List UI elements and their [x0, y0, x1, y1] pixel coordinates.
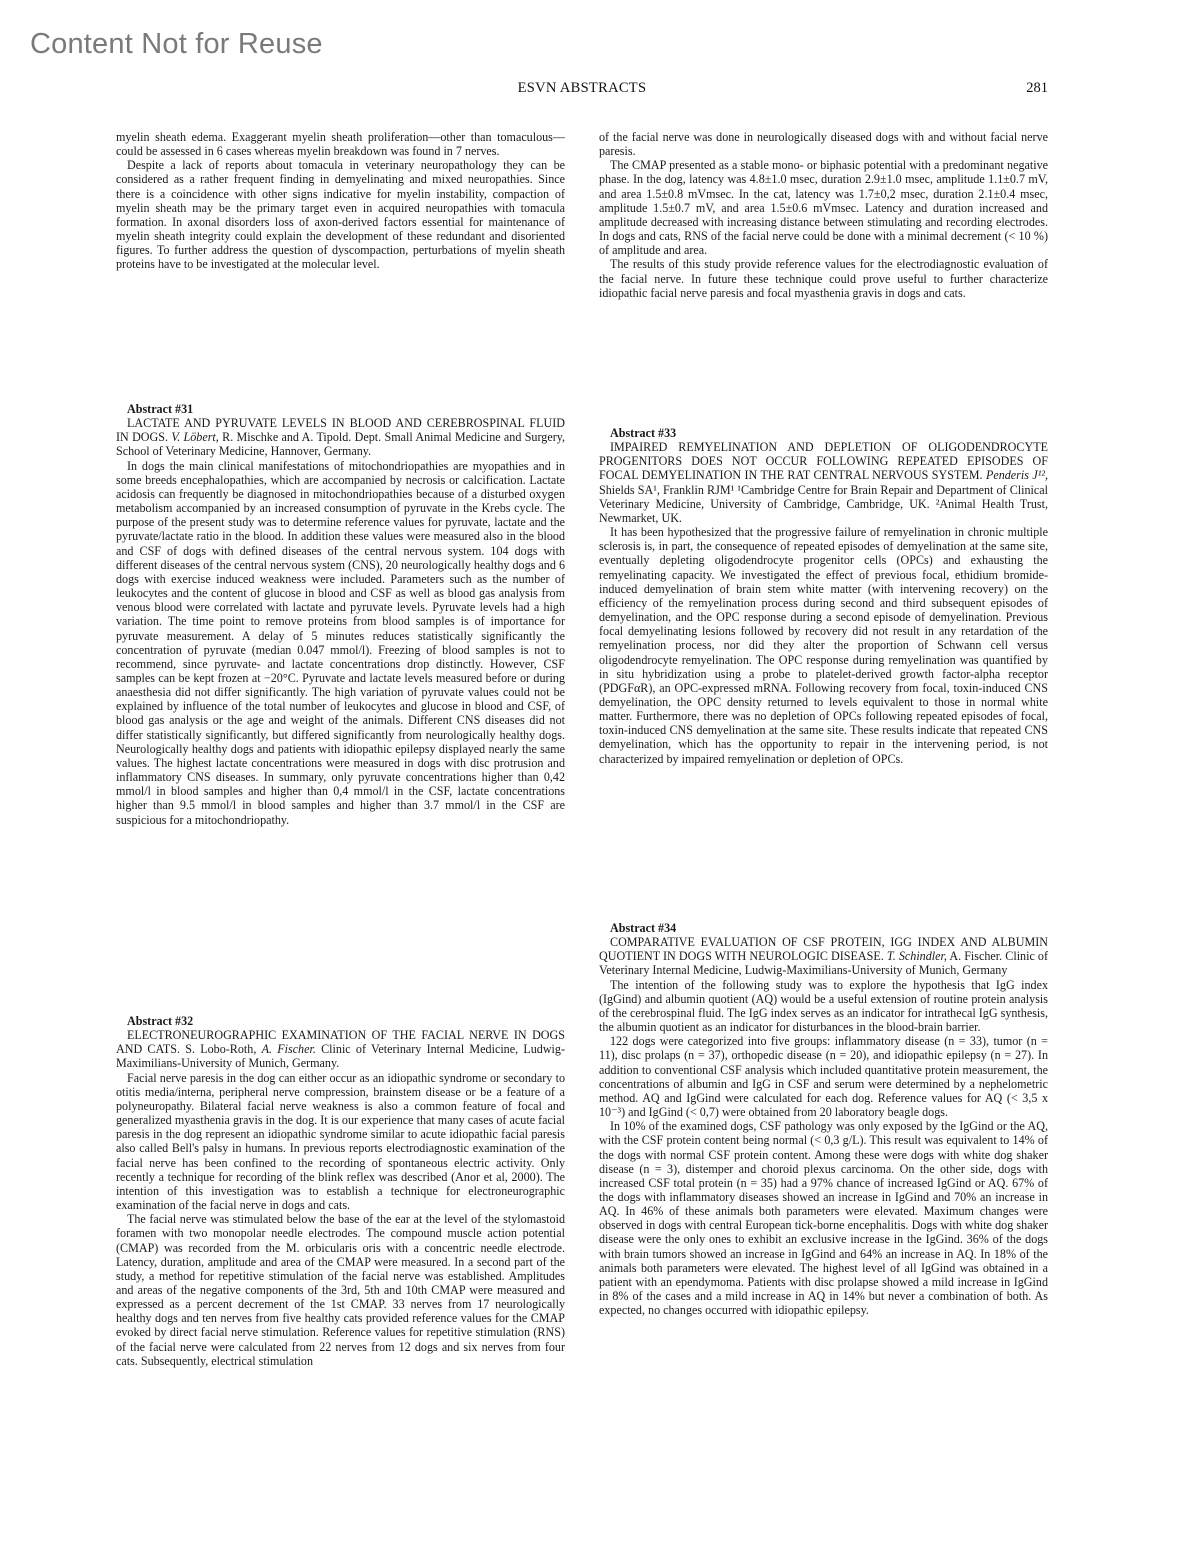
left-continuation — [116, 130, 565, 272]
title-text: ELECTRONEUROGRAPHIC EXAMINATION OF THE FACIAL NERVE IN DOGS AND CATS. — [116, 1028, 565, 1057]
abstract-title — [116, 1028, 565, 1070]
authors-affiliation: R. Mischke and A. Tipold. Dept. Small Animal Medicine and Surgery, School of Veterinary Medicine, Hannover, Germany. — [116, 430, 566, 459]
authors-affiliation: Shields SA¹, Franklin RJM¹ ¹Cambridge Centre for Brain Repair and Department of Clinical Veterinary Medicine, University of Cambridge, Cambridge, UK. ²Animal Health Trust, Newmarket, UK. — [599, 482, 1048, 525]
abstract-title — [116, 416, 565, 458]
authors-affiliation: A. Fischer. Clinic of Veterinary Internal Medicine, Ludwig-Maximilians-University of Munich, Germany — [599, 949, 1048, 978]
paragraph: Despite a lack of reports about tomacula in veterinary neuropathology they can be considered as a rather frequent finding in demyelinating and mixed neuropathies. Since there is a coincidence with other signs indicative for myelin instability, compaction of myelin sheath may be the primary target even in acquired neuropathies with tomacula formation. In axonal disorders loss of axon-derived factors essential for maintenance of myelin sheath integrity could explain the development of these redundant and disoriented figures. To further address the question of dyscompaction, perturbations of myelin sheath proteins have to be investigated at the molecular level. — [116, 158, 565, 272]
paragraph: In 10% of the examined dogs, CSF pathology was only exposed by the IgGind or the AQ, with the CSF protein content being normal (< 0,3 g/L). This result was equivalent to 14% of the dogs with normal CSF protein content. Among these were dogs with white dog shaker disease (n = 3), distemper and choroid plexus carcinoma. On the other side, dogs with increased CSF total protein (n = 35) had a 97% chance of increased IgGind or AQ. 67% of the dogs with inflammatory diseases showed an increase in IgGind and 70% an increase in AQ. In 46% of these animals both parameters were elevated. Maximum changes were observed in dogs with central European tick-borne encephalitis. Dogs with white dog shaker disease were the only ones to exhibit an exclusive increase in the IgGind. 36% of the dogs with brain tumors showed an increase in IgGind and 64% an increase in AQ. In 18% of the animals both parameters were elevated. The highest level of all IgGind was obtained in a patient with an ependymoma. Patients with disc prolapse showed a mild increase in IgGind in 8% of the cases and a mild increase in AQ in 14% but never a combination of both. As expected, no changes occurred with idiopathic epilepsy. — [599, 1119, 1048, 1318]
paragraph: of the facial nerve was done in neurologically diseased dogs with and without facial nerve paresis. — [599, 130, 1048, 159]
page-number: 281 — [1026, 80, 1048, 96]
presenting-author: T. Schindler, — [886, 949, 947, 964]
paragraph: The results of this study provide reference values for the electrodiagnostic evaluation of the facial nerve. In future these technique could prove useful to further characterize idiopathic facial nerve paresis and focal myasthenia gravis in dogs and cats. — [599, 257, 1048, 300]
paragraph: The CMAP presented as a stable mono- or biphasic potential with a predominant negative phase. In the dog, latency was 4.8±1.0 msec, duration 2.9±1.0 msec, amplitude 1.1±0.7 mV, and area 1.5±0.8 mVmsec. In the cat, latency was 1.7±0,2 msec, duration 2.1±0.4 msec, amplitude 1.5±0.7 mV, and area 1.5±0.6 mVmsec. Latency and duration increased and amplitude decreased with increasing distance between stimulating and recording electrodes. In dogs and cats, RNS of the facial nerve could be done with a minimal decrement (< 10 %) of amplitude and area. — [599, 158, 1048, 258]
paragraph: The facial nerve was stimulated below the base of the ear at the level of the stylomastoid foramen with two monopolar needle electrodes. The compound muscle action potential (CMAP) was recorded from the M. orbicularis oris with a concentric needle electrode. Latency, duration, amplitude and area of the CMAP were measured. In a second part of the study, a method for repetitive stimulation of the facial nerve was established. Amplitudes and areas of the negative components of the 3rd, 5th and 10th CMAP were measured and expressed as a percent decrement of the 1st CMAP. 33 nerves from 17 neurologically healthy dogs and ten nerves from five healthy cats provided reference values for the CMAP evoked by direct facial nerve stimulation. Reference values for repetitive stimulation (RNS) of the facial nerve were calculated from 22 nerves from 12 dogs and six nerves from four cats. Subsequently, electrical stimulation — [116, 1212, 565, 1368]
watermark: Content Not for Reuse — [30, 28, 323, 60]
abstract-label: Abstract #32 — [127, 1014, 194, 1028]
title-text: LACTATE AND PYRUVATE LEVELS IN BLOOD AND CEREBROSPINAL FLUID IN DOGS. — [116, 416, 565, 445]
abstract-body: It has been hypothesized that the progressive failure of remyelination in chronic multiple sclerosis is, in part, the consequence of repeated episodes of demyelination at the same site, eventually depleting oligodendrocyte progenitor cells (OPCs) and exhausting the remyelinating capacity. We investigated the effect of previous focal, ethidium bromide-induced demyelination of brain stem white matter (with intervening recovery) on the efficiency of the remyelination process during second and third subsequent episodes of demyelination, and the OPC response during a second episode of demyelination. Previous focal demyelinating lesions followed by recovery did not result in any retardation of the remyelination process, nor did they alter the proportion of Schwann cell versus oligodendrocyte remyelination. The OPC response during remyelination was quantified by in situ hybridization using a probe to platelet-derived growth factor-alpha receptor (PDGFαR), an OPC-expressed mRNA. Following recovery from focal, toxin-induced CNS demyelination, the OPC density returned to levels equivalent to those in normal white matter. Furthermore, there was no depletion of OPCs following repeated episodes of focal, toxin-induced CNS demyelination at the same site. These results indicate that repeated CNS demyelination, which has the opportunity to repair in the intervening period, is not characterized by impaired remyelination or depletion of OPCs. — [599, 525, 1048, 766]
abstract-label: Abstract #34 — [610, 921, 677, 935]
abstract-label: Abstract #31 — [127, 402, 194, 416]
abstract-32-continued — [599, 130, 1048, 300]
abstract-32 — [116, 1014, 565, 1368]
paragraph: The intention of the following study was to explore the hypothesis that IgG index (IgGind) and albumin quotient (AQ) would be a useful extension of routine protein analysis of the cerebrospinal fluid. The IgG index serves as an indicator for intrathecal IgG synthesis, the albumin quotient as an indicator for disturbances in the blood-brain barrier. — [599, 977, 1048, 1035]
abstract-33 — [599, 426, 1048, 766]
abstract-label: Abstract #33 — [610, 426, 677, 440]
abstract-body: In dogs the main clinical manifestations of mitochondriopathies are myopathies and in some breeds encephalopathies, which are accompanied by necrosis or calcification. Lactate acidosis can frequently be diagnosed in mitochondriopathies because of a disturbed oxygen metabolism accompanied by an increased consumption of pyruvate in the Krebs cycle. The purpose of the present study was to determine reference values for pyruvate, lactate and the pyruvate/lactate ratio in the blood. In addition these values were measured also in the blood and CSF of dogs with defined diseases of the central nervous system. 104 dogs with different diseases of the central nervous system (CNS), 20 neurologically healthy dogs and 6 dogs with exercise induced weakness were included. Parameters such as the number of leukocytes and the content of glucose in blood and CSF as well as blood gas analysis from venous blood were correlated with lactate and pyruvate levels. Pyruvate levels had a high variation. The time point to remove proteins from blood samples is of importance for pyruvate measurement. A delay of 5 minutes reduces statistically significantly the concentration of pyruvate (median 0.047 mmol/l). Freezing of blood samples is not to recommend, since pyruvate- and lactate concentrations drop distinctly. However, CSF samples can be kept frozen at −20°C. Pyruvate and lactate levels measured before or during anaesthesia did not differ significantly. The high variation of pyruvate values could not be explained by influence of the total number of leukocytes and glucose in blood and CSF, of blood gas analysis or the age and weight of the animals. Different CNS diseases did not differ statistically significantly, but differed significantly from neurologically healthy dogs. Neurologically healthy dogs and patients with idiopathic epilepsy displayed nearly the same values. The highest lactate concentrations were measured in dogs with disc protrusion and inflammatory CNS diseases. In summary, only pyruvate concentrations higher than 0,42 mmol/l in blood samples and higher than 0,4 mmol/l in the CSF, lactate concentrations higher than 9.5 mmol/l in blood samples and higher than 3.7 mmol/l in the CSF are suspicious for a mitochondriopathy. — [116, 458, 565, 827]
authors-affiliation: Clinic of Veterinary Internal Medicine, Ludwig-Maximilians-University of Munich, Germany. — [116, 1042, 565, 1071]
paragraph: Facial nerve paresis in the dog can either occur as an idiopathic syndrome or secondary to otitis media/interna, peripheral nerve compression, brainstem disease or be a feature of a polyneuropathy. Bilateral facial nerve weakness is also a common feature of focal and generalized myasthenia gravis in the dog. It is our experience that many cases of acute facial paresis in the dog represent an idiopathic syndrome similar to acute idiopathic facial paresis also called Bell's palsy in humans. In previous reports electrodiagnostic examination of the facial nerve has been confined to the recording of spontaneous electric activity. Only recently a technique for recording of the blink reflex was described (Anor et al, 2000). The intention of this investigation was to establish a technique for electroneurographic examination of the facial nerve in dogs and cats. — [116, 1070, 565, 1213]
journal-title: ESVN ABSTRACTS — [517, 80, 647, 96]
title-text: COMPARATIVE EVALUATION OF CSF PROTEIN, IGG INDEX AND ALBUMIN QUOTIENT IN DOGS WITH NEUROLOGIC DISEASE. — [599, 935, 1048, 964]
paragraph: 122 dogs were categorized into five groups: inflammatory disease (n = 33), tumor (n = 11), disc prolaps (n = 37), orthopedic disease (n = 20), and idiopathic epilepsy (n = 27). In addition to conventional CSF analysis which included quantitative protein measurement, the concentrations of albumin and IgG in CSF and serum were determined by a nephelometric method. AQ and IgGind were calculated for each dog. Reference values for AQ (< 3,5 x 10⁻³) and IgGind (< 0,7) were obtained from 20 laboratory beagle dogs. — [599, 1034, 1048, 1120]
title-text: IMPAIRED REMYELINATION AND DEPLETION OF OLIGODENDROCYTE PROGENITORS DOES NOT OCCUR FOLLOWING REPEATED EPISODES OF FOCAL DEMYELINATION IN THE RAT CENTRAL NERVOUS SYSTEM. — [599, 440, 1048, 483]
paragraph: myelin sheath edema. Exaggerant myelin sheath proliferation—other than tomaculous—could be assessed in 6 cases whereas myelin breakdown was found in 7 nerves. — [116, 130, 565, 159]
presenting-author: Penderis J¹², — [985, 468, 1048, 483]
author: S. Lobo-Roth, — [185, 1042, 257, 1057]
abstract-title — [599, 440, 1048, 525]
presenting-author: A. Fischer. — [261, 1042, 316, 1057]
presenting-author: V. Löbert, — [171, 430, 219, 445]
abstract-31 — [116, 402, 565, 827]
running-head — [116, 80, 1048, 100]
abstract-34 — [599, 921, 1048, 1317]
abstract-title — [599, 935, 1048, 977]
